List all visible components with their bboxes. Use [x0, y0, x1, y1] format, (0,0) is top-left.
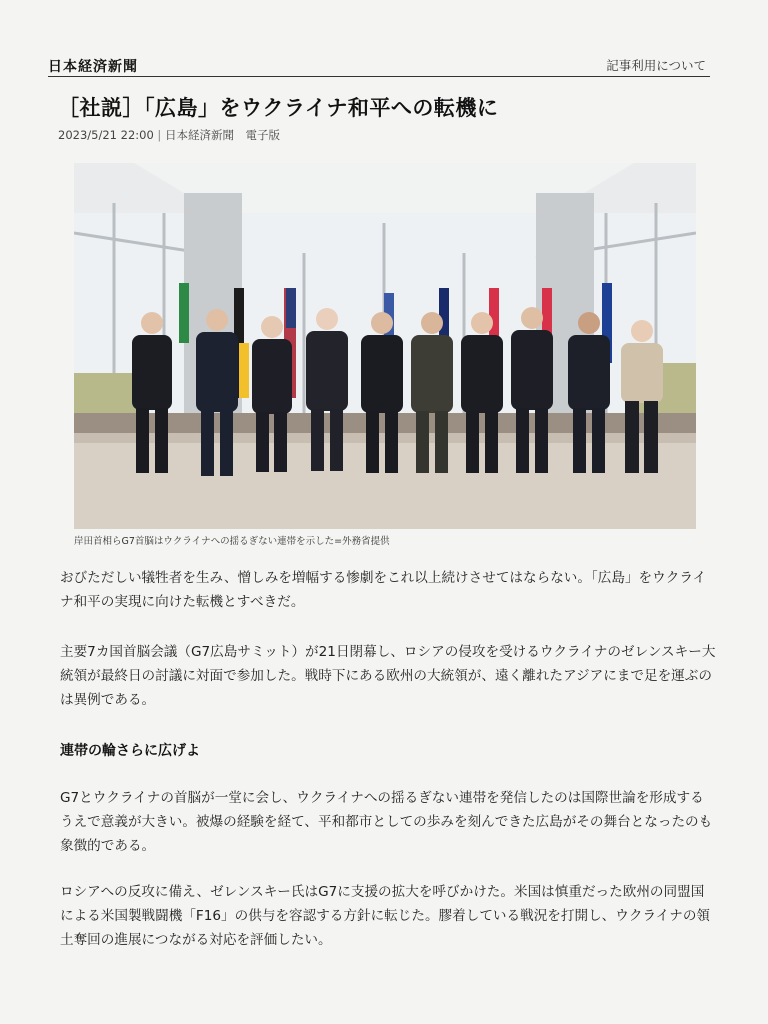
article-paragraph: G7とウクライナの首脳が一堂に会し、ウクライナへの揺るぎない連帯を発信したのは国際世論を形成するうえで意義が大きい。被爆の経験を経て、平和都市としての歩みを刻んできた広島がその舞台となったのも象徴的である。	[60, 790, 713, 854]
group-photo-illustration	[74, 163, 696, 529]
article-paragraph: おびただしい犠牲者を生み、憎しみを増幅する惨劇をこれ以上続けさせてはならない。「広島」をウクライナ和平の実現に向けた転機とすべきだ。	[60, 570, 707, 610]
article-subheading: 連帯の輪さらに広げよ	[60, 743, 200, 759]
article-usage-link[interactable]: 記事利用について	[606, 58, 706, 73]
article-meta	[58, 127, 280, 143]
header-divider	[48, 76, 710, 77]
article-paragraph: 主要7カ国首脳会議（G7広島サミット）が21日閉幕し、ロシアの侵攻を受けるウクライナのゼレンスキー大統領が最終日の討議に対面で参加した。戦時下にある欧州の大統領が、遠く離れたアジアにまで足を運ぶのは異例である。	[60, 644, 716, 708]
masthead-logo[interactable]: 日本経済新聞	[48, 59, 138, 75]
article-date: 2023/5/21 22:00	[58, 128, 154, 142]
article-body	[60, 566, 716, 966]
article-photo	[74, 163, 696, 529]
photo-caption: 岸田首相らG7首脳はウクライナへの揺るぎない連帯を示した=外務省提供	[74, 536, 390, 547]
article-source: 日本経済新聞 電子版	[164, 128, 280, 142]
meta-separator: |	[153, 128, 165, 142]
article-paragraph: ロシアへの反攻に備え、ゼレンスキー氏はG7に支援の拡大を呼びかけた。米国は慎重だった欧州の同盟国による米国製戦闘機「F16」の供与を容認する方針に転じた。膠着している戦況を打開し、ウクライナの領土奪回の進展につながる対応を評価したい。	[60, 884, 711, 948]
article-title: ［社説］「広島」をウクライナ和平への転機に	[58, 96, 499, 120]
